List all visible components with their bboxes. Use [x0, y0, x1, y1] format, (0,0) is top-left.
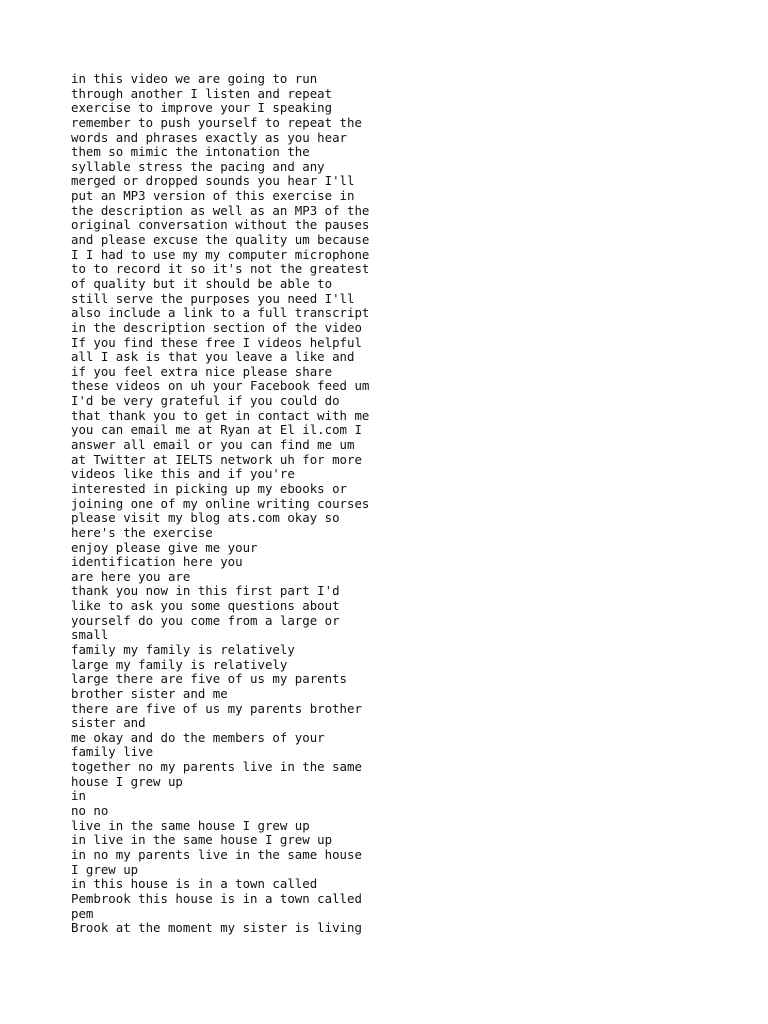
transcript-text — [71, 72, 691, 936]
transcript-line: like to ask you some questions about — [71, 598, 340, 614]
transcript-line: them so mimic the intonation the — [71, 144, 310, 160]
transcript-line: and please excuse the quality um because — [71, 232, 370, 248]
transcript-line: exercise to improve your I speaking — [71, 100, 333, 116]
transcript-line: at Twitter at IELTS network uh for more — [71, 451, 362, 467]
transcript-line: together no my parents live in the same — [71, 759, 362, 775]
transcript-line: in this house is in a town called — [71, 876, 318, 892]
transcript-line: answer all email or you can find me um — [71, 437, 355, 453]
transcript-line: in no my parents live in the same house — [71, 846, 362, 862]
transcript-line: enjoy please give me your — [71, 539, 258, 555]
transcript-line: that thank you to get in contact with me — [71, 407, 370, 423]
transcript-line: live in the same house I grew up — [71, 817, 310, 833]
transcript-line: of quality but it should be able to — [71, 275, 333, 291]
transcript-line: put an MP3 version of this exercise in — [71, 188, 355, 204]
transcript-line: original conversation without the pauses — [71, 217, 370, 233]
transcript-line: all I ask is that you leave a like and — [71, 349, 355, 365]
transcript-line: thank you now in this first part I'd — [71, 583, 340, 599]
transcript-line: in — [71, 788, 86, 804]
transcript-line: If you find these free I videos helpful — [71, 334, 362, 350]
transcript-line: I'd be very grateful if you could do — [71, 393, 340, 409]
transcript-line: house I grew up — [71, 773, 183, 789]
transcript-line: yourself do you come from a large or — [71, 612, 340, 628]
transcript-line: merged or dropped sounds you hear I'll — [71, 173, 355, 189]
transcript-line: if you feel extra nice please share — [71, 363, 333, 379]
transcript-line: family my family is relatively — [71, 641, 295, 657]
transcript-line: please visit my blog ats.com okay so — [71, 510, 340, 526]
transcript-line: interested in picking up my ebooks or — [71, 480, 348, 496]
transcript-line: there are five of us my parents brother — [71, 700, 362, 716]
transcript-line: I I had to use my my computer microphone — [71, 246, 370, 262]
transcript-line: also include a link to a full transcript — [71, 305, 370, 321]
transcript-line: pem — [71, 905, 94, 921]
transcript-line: the description as well as an MP3 of the — [71, 202, 370, 218]
transcript-line: no no — [71, 803, 109, 819]
transcript-line: in this video we are going to run — [71, 71, 318, 86]
transcript-line: are here you are — [71, 568, 191, 584]
transcript-line: I grew up — [71, 861, 139, 877]
transcript-line: words and phrases exactly as you hear — [71, 129, 348, 145]
transcript-line: these videos on uh your Facebook feed um — [71, 378, 370, 394]
transcript-line: joining one of my online writing courses — [71, 495, 370, 511]
transcript-line: videos like this and if you're — [71, 466, 295, 482]
transcript-line: in the description section of the video — [71, 319, 362, 335]
transcript-line: identification here you — [71, 554, 243, 570]
transcript-line: in live in the same house I grew up — [71, 832, 333, 848]
transcript-line: through another I listen and repeat — [71, 85, 333, 101]
transcript-line: to to record it so it's not the greatest — [71, 261, 370, 277]
transcript-line: remember to push yourself to repeat the — [71, 114, 362, 130]
transcript-line: large my family is relatively — [71, 656, 288, 672]
transcript-line: Pembrook this house is in a town called — [71, 890, 362, 906]
transcript-line: brother sister and me — [71, 685, 228, 701]
transcript-line: still serve the purposes you need I'll — [71, 290, 355, 306]
transcript-line: small — [71, 627, 109, 643]
transcript-line: you can email me at Ryan at El il.com I — [71, 422, 362, 438]
transcript-line: sister and — [71, 715, 146, 731]
transcript-line: family live — [71, 744, 154, 760]
transcript-line: Brook at the moment my sister is living — [71, 920, 362, 936]
transcript-line: me okay and do the members of your — [71, 729, 325, 745]
transcript-line: syllable stress the pacing and any — [71, 158, 325, 174]
transcript-line: here's the exercise — [71, 524, 213, 540]
transcript-line: large there are five of us my parents — [71, 671, 348, 687]
